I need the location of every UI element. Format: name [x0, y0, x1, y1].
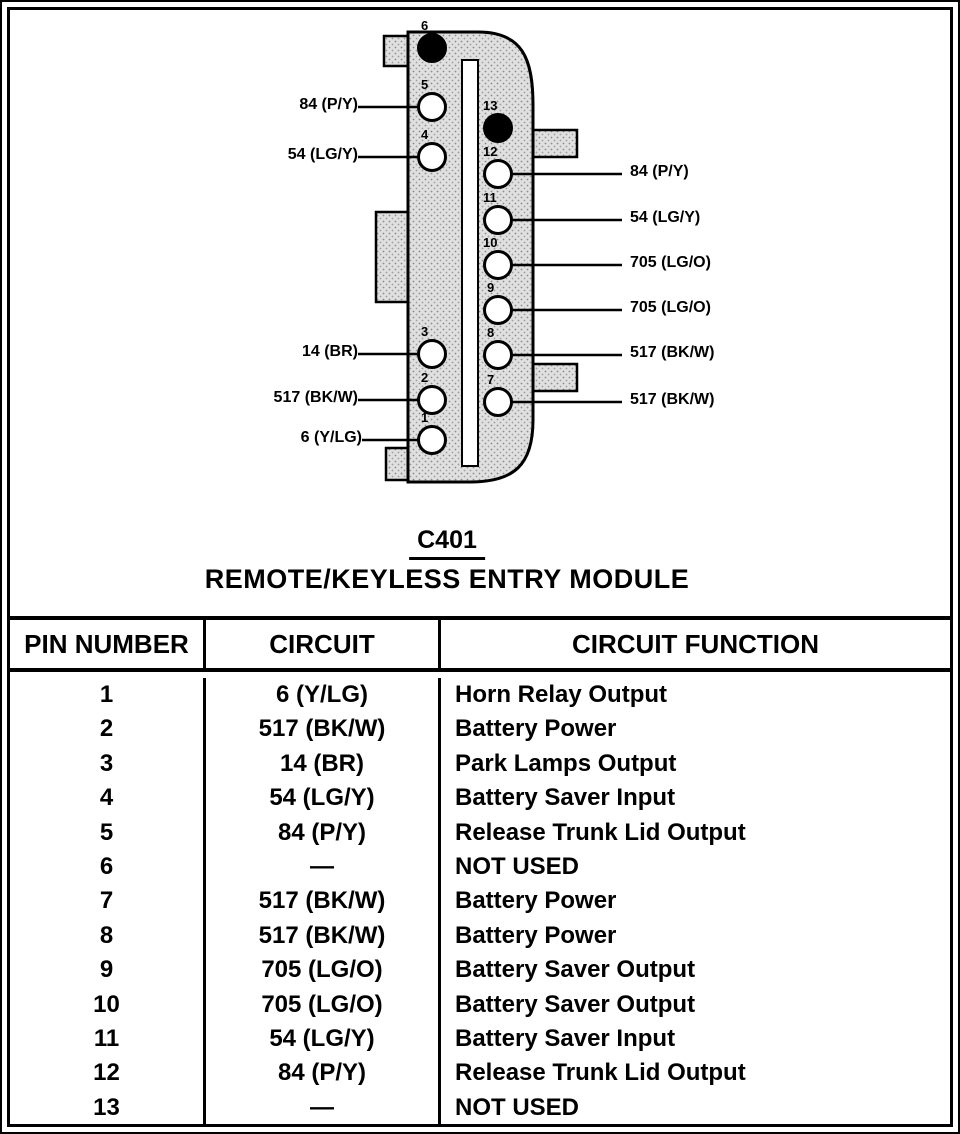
table-body [10, 672, 950, 1127]
pin-number: 5 [421, 77, 429, 92]
page-frame [7, 7, 953, 1127]
pin-number-cell: 9 [10, 953, 206, 987]
pin-circle [417, 425, 447, 455]
pin-number: 1 [421, 410, 429, 425]
pin-10 [483, 235, 513, 280]
module-title: REMOTE/KEYLESS ENTRY MODULE [204, 564, 690, 594]
circuit-function-cell: Battery Saver Input [455, 1024, 676, 1052]
pin-circle [483, 295, 513, 325]
pin-number-cell: 11 [10, 1022, 206, 1056]
pin-number-cell: 3 [10, 747, 206, 781]
wire-label-pin4: 54 (LG/Y) [287, 146, 358, 163]
circuit-function-cell: Battery Saver Output [455, 956, 696, 984]
pin-number: 4 [421, 127, 429, 142]
pin-6 [417, 18, 447, 63]
circuit-function-cell: Horn Relay Output [455, 681, 668, 708]
connector-channel [462, 60, 478, 466]
circuit-cell: 84 (P/Y) [206, 816, 441, 850]
wire-label-pin12: 84 (P/Y) [630, 163, 689, 180]
circuit-cell: 517 (BK/W) [206, 919, 441, 953]
circuit-cell: 517 (BK/W) [206, 884, 441, 918]
pin-number: 10 [483, 235, 498, 250]
circuit-function-cell: Park Lamps Output [455, 749, 677, 777]
pin-circle [483, 250, 513, 280]
pin-number: 6 [421, 18, 429, 33]
pin-5 [417, 77, 447, 122]
wire-label-pin9: 705 (LG/O) [630, 299, 711, 316]
column-header-pin-number: PIN NUMBER [10, 620, 206, 668]
pin-number: 12 [483, 144, 498, 159]
pin-number: 7 [487, 372, 495, 387]
circuit-function-cell: Battery Power [455, 715, 617, 743]
pin-number-cell: 13 [10, 1091, 206, 1125]
pin-circle [417, 92, 447, 122]
pin-11 [483, 190, 513, 235]
connector-right-tab-lower [531, 364, 577, 391]
pin-number: 13 [483, 98, 498, 113]
pin-number: 9 [487, 280, 495, 295]
circuit-function-cell: Battery Saver Input [455, 784, 676, 812]
pin-circle [417, 33, 447, 63]
connector-left-tab [376, 212, 408, 302]
column-header-circuit-function: CIRCUIT FUNCTION [572, 629, 819, 659]
column-header-circuit: CIRCUIT [206, 620, 441, 668]
circuit-cell: 705 (LG/O) [206, 953, 441, 987]
pin-circle [483, 340, 513, 370]
circuit-cell: 54 (LG/Y) [206, 781, 441, 815]
circuit-cell: — [206, 850, 441, 884]
pin-number-cell: 10 [10, 988, 206, 1022]
pin-number-cell: 1 [10, 678, 206, 712]
wire-label-pin1: 6 (Y/LG) [300, 429, 362, 446]
pin-circle [417, 339, 447, 369]
pin-number: 2 [421, 370, 429, 385]
circuit-cell: 517 (BK/W) [206, 712, 441, 746]
circuit-cell: 54 (LG/Y) [206, 1022, 441, 1056]
pin-circle [483, 113, 513, 143]
wire-label-pin7: 517 (BK/W) [630, 391, 715, 408]
pin-number-cell: 5 [10, 816, 206, 850]
circuit-cell: 6 (Y/LG) [206, 678, 441, 712]
circuit-function-cell: Release Trunk Lid Output [455, 818, 746, 846]
circuit-cell: 84 (P/Y) [206, 1056, 441, 1090]
pin-number-cell: 2 [10, 712, 206, 746]
pin-number-cell: 7 [10, 884, 206, 918]
pin-number-cell: 12 [10, 1056, 206, 1090]
pin-circle [483, 159, 513, 189]
circuit-cell: — [206, 1091, 441, 1125]
pin-number-cell: 6 [10, 850, 206, 884]
pinout-table [10, 620, 950, 1127]
pin-circle [483, 205, 513, 235]
wire-label-pin8: 517 (BK/W) [630, 344, 715, 361]
pin-circle [417, 142, 447, 172]
wire-label-pin3: 14 (BR) [301, 343, 358, 360]
circuit-function-cell: Battery Saver Output [455, 990, 696, 1018]
connector-id: C401 [409, 526, 485, 560]
circuit-function-cell: Battery Power [455, 887, 617, 915]
table-header-row [10, 620, 950, 672]
wire-label-pin5: 84 (P/Y) [299, 96, 358, 113]
pin-9 [483, 280, 513, 325]
pin-8 [483, 325, 513, 370]
pin-number: 3 [421, 324, 429, 339]
pin-13 [483, 98, 513, 143]
circuit-function-cell: Release Trunk Lid Output [455, 1059, 746, 1087]
pin-number-cell: 8 [10, 919, 206, 953]
wire-label-pin2: 517 (BK/W) [273, 389, 358, 406]
pin-number: 8 [487, 325, 495, 340]
connector-top-tab [384, 36, 410, 66]
connector-diagram [10, 10, 950, 620]
circuit-function-cell: NOT USED [455, 1093, 580, 1121]
pin-4 [417, 127, 447, 172]
circuit-function-cell: Battery Power [455, 921, 617, 949]
pin-circle [483, 387, 513, 417]
wire-label-pin10: 705 (LG/O) [630, 254, 711, 271]
pin-3 [417, 324, 447, 369]
circuit-function-cell: NOT USED [455, 852, 580, 880]
pin-7 [483, 372, 513, 417]
pin-1 [417, 410, 447, 455]
circuit-cell: 14 (BR) [206, 747, 441, 781]
wire-label-pin11: 54 (LG/Y) [630, 209, 701, 226]
pin-12 [483, 144, 513, 189]
connector-bottom-tab [386, 448, 408, 480]
pin-number-cell: 4 [10, 781, 206, 815]
pin-number: 11 [483, 190, 497, 205]
connector-right-tab-upper [531, 130, 577, 157]
circuit-cell: 705 (LG/O) [206, 988, 441, 1022]
